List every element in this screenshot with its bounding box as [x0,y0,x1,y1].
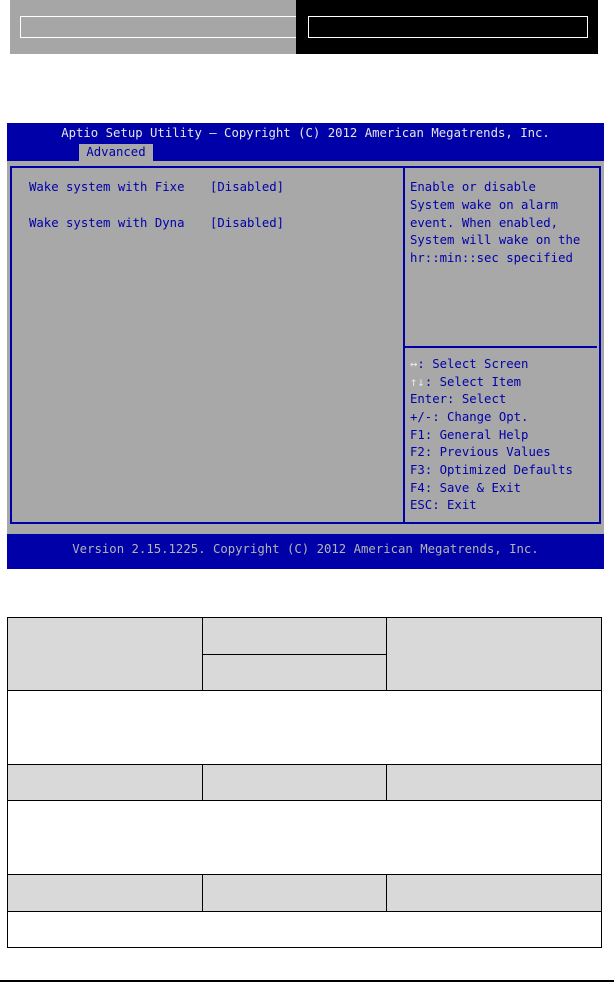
table-description-cell [8,912,601,947]
table-description-cell [8,801,601,875]
key-save-exit: F4: Save & Exit [410,481,522,495]
bios-title: Aptio Setup Utility – Copyright (C) 2012 American Megatrends, Inc. [61,126,550,140]
help-line: Enable or disable [410,180,536,194]
table-header-cell [387,765,601,801]
bios-footer-bar [7,534,604,569]
table-header-cell [203,875,387,912]
bios-help-divider [405,346,597,348]
key-select-item: ↑↓: Select Item [410,375,522,389]
bios-title-bar [7,123,604,161]
header-left-field [20,16,298,38]
header-right-field [308,16,588,38]
tab-advanced[interactable]: Advanced [79,144,153,161]
option-wake-dynamic-value[interactable]: [Disabled] [210,216,285,230]
table-header-cell [203,655,387,691]
key-previous-values: F2: Previous Values [410,445,551,459]
key-general-help: F1: General Help [410,428,529,442]
help-line: hr::min::sec specified [410,251,573,265]
help-line: System wake on alarm [410,198,559,212]
key-change-opt: +/-: Change Opt. [410,410,529,424]
option-wake-fixed-value[interactable]: [Disabled] [210,180,285,194]
table-header-cell [8,875,203,912]
key-enter-select: Enter: Select [410,392,507,406]
table-header-cell [8,765,203,801]
header-left-block [10,0,296,54]
table-header-cell [8,618,203,691]
table-header-cell [203,618,387,655]
option-table [7,617,602,948]
key-select-screen: ↔: Select Screen [410,357,529,371]
header-right-block [296,0,598,54]
table-description-cell [8,691,601,765]
table-header-cell [387,875,601,912]
key-optimized-defaults: F3: Optimized Defaults [410,463,573,477]
bios-main-panel [7,161,604,534]
arrows-left-right-icon: ↔ [410,357,418,371]
table-header-cell [203,765,387,801]
help-line: System will wake on the [410,233,581,247]
table-header-cell [387,618,601,691]
bios-vertical-divider [403,166,405,524]
bios-version-text: Version 2.15.1225. Copyright (C) 2012 American Megatrends, Inc. [72,542,539,556]
arrows-up-down-icon: ↑↓ [410,375,425,389]
bios-screenshot [7,123,604,569]
option-wake-dynamic-label[interactable]: Wake system with Dyna [29,216,185,230]
key-exit: ESC: Exit [410,498,477,512]
help-line: event. When enabled, [410,216,559,230]
option-wake-fixed-label[interactable]: Wake system with Fixe [29,180,185,194]
